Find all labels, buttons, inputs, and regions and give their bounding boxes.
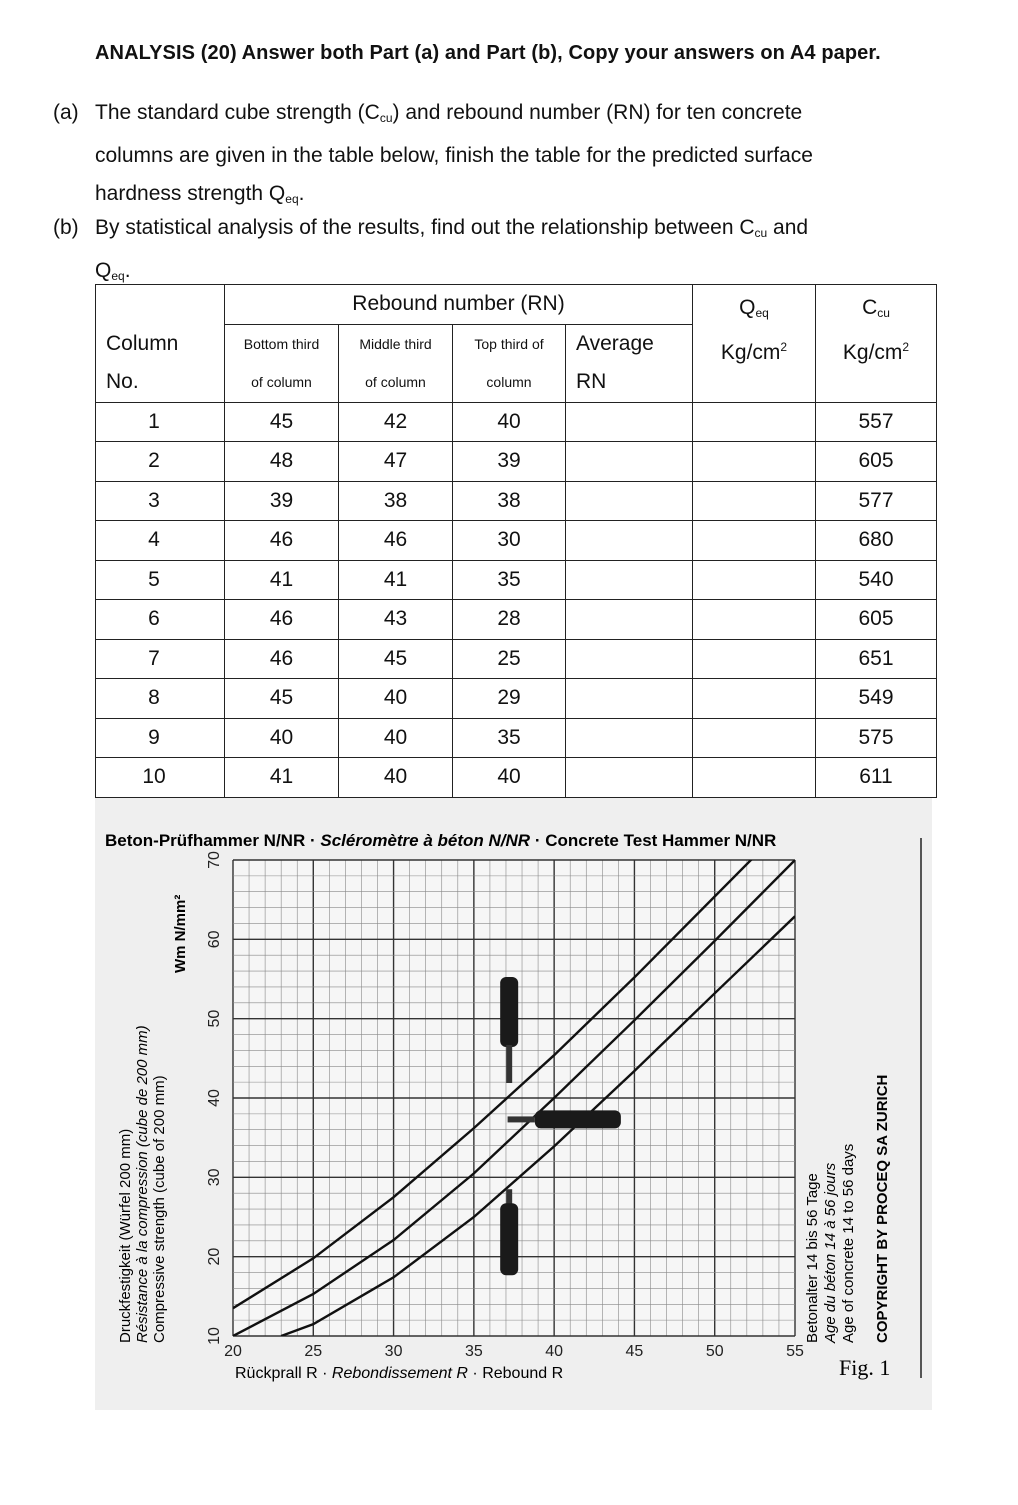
y-tick-label: 20 — [206, 1247, 223, 1266]
qeq-cell — [693, 521, 816, 561]
bottom-third-cell: 45 — [225, 402, 339, 442]
top-third-cell: 35 — [453, 718, 566, 758]
qeq-cell — [693, 679, 816, 719]
age-label-en: Age of concrete 14 to 56 days — [840, 1143, 857, 1343]
x-tick-label: 20 — [224, 1343, 242, 1360]
x-tick-label: 50 — [705, 1343, 724, 1360]
bottom-third-header: Bottom third — [225, 324, 339, 363]
top-third-header-2: column — [453, 363, 566, 402]
average-rn-header-2: RN — [566, 363, 693, 402]
ccu-cell: 605 — [816, 600, 937, 640]
qeq-cell — [693, 560, 816, 600]
column-no-cell: 10 — [96, 758, 225, 798]
top-third-cell: 40 — [453, 402, 566, 442]
x-axis-label: Rückprall R · Rebondissement R · Rebound R — [235, 1365, 564, 1382]
middle-third-cell: 40 — [339, 679, 453, 719]
top-third-cell: 28 — [453, 600, 566, 640]
chart-grid — [206, 851, 804, 1360]
ccu-cell: 557 — [816, 402, 937, 442]
top-third-cell: 29 — [453, 679, 566, 719]
average-rn-cell — [566, 679, 693, 719]
top-third-cell: 25 — [453, 639, 566, 679]
table-row — [96, 481, 937, 521]
x-tick-label: 45 — [625, 1343, 644, 1360]
ccu-cell: 549 — [816, 679, 937, 719]
rebound-hammer-figure — [95, 798, 932, 1410]
ccu-cell: 680 — [816, 521, 937, 561]
average-rn-cell — [566, 481, 693, 521]
part-a-line-3: hardness strength $Q_{eq}$. — [95, 182, 305, 206]
middle-third-cell: 46 — [339, 521, 453, 561]
y-tick-label: 30 — [206, 1168, 223, 1187]
table-row — [96, 758, 937, 798]
qeq-cell — [693, 402, 816, 442]
average-rn-cell — [566, 402, 693, 442]
x-tick-label: 55 — [786, 1343, 804, 1360]
middle-third-cell: 47 — [339, 442, 453, 482]
average-rn-cell — [566, 639, 693, 679]
figure-title: Beton-Prüfhammer N/NR · Scléromètre à béton N/NR · Concrete Test Hammer N/NR — [105, 831, 777, 850]
part-a-line-1: The standard cube strength $(C_{cu})$ and rebound number (RN) for ten concrete — [95, 101, 803, 125]
qeq-cell — [693, 758, 816, 798]
column-no-cell: 4 — [96, 521, 225, 561]
column-no-cell: 9 — [96, 718, 225, 758]
y-tick-label: 40 — [206, 1089, 223, 1107]
middle-third-header: Middle third — [339, 324, 453, 363]
bottom-third-cell: 46 — [225, 639, 339, 679]
calibration-chart — [95, 798, 932, 1410]
middle-third-cell: 40 — [339, 718, 453, 758]
table-row — [96, 600, 937, 640]
average-rn-cell — [566, 718, 693, 758]
ccu-cell: 577 — [816, 481, 937, 521]
column-no-cell: 8 — [96, 679, 225, 719]
table-row — [96, 402, 937, 442]
middle-third-cell: 40 — [339, 758, 453, 798]
x-tick-label: 30 — [384, 1343, 403, 1360]
age-label-de: Betonalter 14 bis 56 Tage — [804, 1173, 821, 1343]
qeq-cell — [693, 639, 816, 679]
bottom-third-cell: 41 — [225, 560, 339, 600]
average-rn-cell — [566, 521, 693, 561]
bottom-third-cell: 46 — [225, 521, 339, 561]
age-label-fr: Age du béton 14 à 56 jours — [822, 1162, 839, 1343]
column-no-cell: 7 — [96, 639, 225, 679]
top-third-cell: 38 — [453, 481, 566, 521]
middle-third-header-2: of column — [339, 363, 453, 402]
column-no-cell: 1 — [96, 402, 225, 442]
middle-third-cell: 41 — [339, 560, 453, 600]
top-third-cell: 30 — [453, 521, 566, 561]
column-no-cell: 2 — [96, 442, 225, 482]
y-axis-unit: Wm N/mm² — [172, 894, 189, 973]
y-tick-label: 10 — [206, 1327, 223, 1345]
qeq-cell — [693, 718, 816, 758]
table-row — [96, 521, 937, 561]
table-row — [96, 442, 937, 482]
ccu-cell: 540 — [816, 560, 937, 600]
table-row — [96, 679, 937, 719]
average-rn-cell — [566, 600, 693, 640]
qeq-cell — [693, 600, 816, 640]
table-row — [96, 560, 937, 600]
part-b-label: (b) — [53, 216, 79, 239]
bottom-third-cell: 39 — [225, 481, 339, 521]
qeq-header: $Q_{eq}$ $Kg/cm^2$ — [693, 285, 816, 403]
average-rn-cell — [566, 560, 693, 600]
ccu-cell: 651 — [816, 639, 937, 679]
ccu-cell: 575 — [816, 718, 937, 758]
column-no-header-2: No. — [96, 363, 225, 402]
part-b-line-2: $Q_{eq}$. — [95, 259, 131, 283]
qeq-cell — [693, 442, 816, 482]
part-a-line-2: columns are given in the table below, finish the table for the predicted surface — [95, 144, 813, 167]
bottom-third-header-2: of column — [225, 363, 339, 402]
table-row — [96, 639, 937, 679]
y-axis-label-de: Druckfestigkeit (Würfel 200 mm) — [117, 1128, 134, 1343]
y-axis-label-fr: Résistance à la compression (cube de 200 mm) — [134, 1025, 151, 1343]
copyright-label: COPYRIGHT BY PROCEQ SA ZURICH — [874, 1074, 891, 1343]
part-a-text — [53, 94, 935, 218]
part-b-line-1: By statistical analysis of the results, find out the relationship between $C_{cu}$ and — [95, 216, 809, 240]
x-tick-label: 40 — [545, 1343, 564, 1360]
average-rn-cell — [566, 758, 693, 798]
qeq-cell — [693, 481, 816, 521]
data-table — [95, 284, 937, 798]
x-tick-label: 25 — [304, 1343, 323, 1360]
top-third-cell: 39 — [453, 442, 566, 482]
table-row — [96, 718, 937, 758]
column-no-header: Column — [96, 324, 225, 363]
page-heading: ANALYSIS (20) Answer both Part (a) and Part (b), Copy your answers on A4 paper. — [95, 42, 881, 64]
part-a-label: (a) — [53, 101, 79, 124]
y-axis-label-en: Compressive strength (cube of 200 mm) — [151, 1075, 168, 1343]
y-tick-label: 50 — [206, 1009, 223, 1028]
rn-group-header: Rebound number (RN) — [225, 285, 693, 325]
x-tick-label: 35 — [464, 1343, 483, 1360]
middle-third-cell: 45 — [339, 639, 453, 679]
figure-label: Fig. 1 — [839, 1355, 891, 1380]
top-third-header: Top third of — [453, 324, 566, 363]
corner-cell — [96, 285, 225, 325]
bottom-third-cell: 46 — [225, 600, 339, 640]
bottom-third-cell: 40 — [225, 718, 339, 758]
top-third-cell: 40 — [453, 758, 566, 798]
ccu-cell: 611 — [816, 758, 937, 798]
column-no-cell: 6 — [96, 600, 225, 640]
middle-third-cell: 42 — [339, 402, 453, 442]
average-rn-cell — [566, 442, 693, 482]
middle-third-cell: 43 — [339, 600, 453, 640]
ccu-header: $C_{cu}$ $Kg/cm^2$ — [816, 285, 937, 403]
y-tick-label: 70 — [206, 851, 223, 869]
y-tick-label: 60 — [206, 930, 223, 949]
column-no-cell: 5 — [96, 560, 225, 600]
middle-third-cell: 38 — [339, 481, 453, 521]
ccu-cell: 605 — [816, 442, 937, 482]
bottom-third-cell: 41 — [225, 758, 339, 798]
top-third-cell: 35 — [453, 560, 566, 600]
bottom-third-cell: 45 — [225, 679, 339, 719]
bottom-third-cell: 48 — [225, 442, 339, 482]
average-rn-header: Average — [566, 324, 693, 363]
column-no-cell: 3 — [96, 481, 225, 521]
part-b-text — [53, 209, 935, 295]
